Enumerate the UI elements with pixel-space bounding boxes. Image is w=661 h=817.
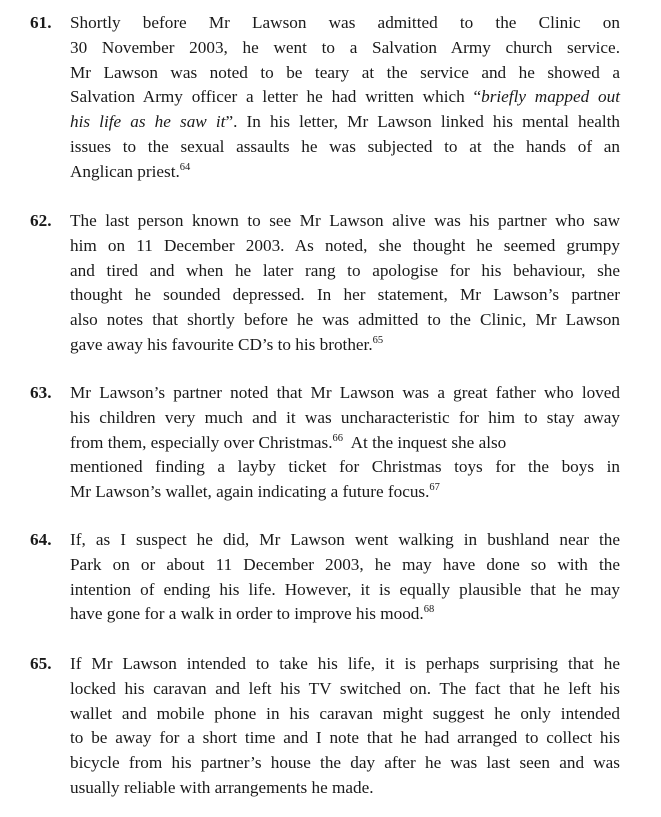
paragraph-body [70,528,620,627]
paragraph-number: 61. [30,13,52,32]
text-line: Park on or about 11 December 2003, he may have done so with the [70,554,620,574]
footnote-ref[interactable]: 68 [423,604,435,616]
text-line: Anglican priest.$^{64}$ [70,161,191,181]
text-line: Salvation Army officer a letter he had written which “briefly mapped out [70,87,620,107]
text-line: Shortly before Mr Lawson was admitted to the Clinic on [70,13,620,32]
paragraph-body [70,381,620,505]
quoted-italic-text: his life as he saw it [70,112,226,132]
paragraph-64 [30,528,620,627]
text-line: If, as I suspect he did, Mr Lawson went walking in bushland near the [70,530,620,549]
text-line: 30 November 2003, he went to a Salvation Army church service. [70,37,620,57]
text-line: bicycle from his partner’s house the day after he was last seen and was [70,753,620,773]
paragraph-number: 65. [30,654,52,673]
text-line: mentioned finding a layby ticket for Christmas toys for the boys in [70,457,620,477]
text-line: him on 11 December 2003. As noted, she thought he seemed grumpy [70,235,620,255]
text-line: Mr Lawson’s wallet, again indicating a future focus.$^{67}$ [70,482,440,502]
text-line: his children very much and it was uncharacteristic for him to stay away [70,407,620,427]
text-line: and tired and when he later rang to apologise for his behaviour, she [70,260,620,280]
text-line: thought he sounded depressed. In her statement, Mr Lawson’s partner [70,285,620,305]
text-line: also notes that shortly before he was admitted to the Clinic, Mr Lawson [70,310,620,330]
text-line: The last person known to see Mr Lawson alive was his partner who saw [70,211,620,230]
text-line: gave away his favourite CD’s to his brother.$^{65}$ [70,334,384,354]
text-line: to be away for a short time and I note that he had arranged to collect his [70,728,620,748]
text-line: his life as he saw it”. In his letter, Mr Lawson linked his mental health [70,112,620,132]
text-line: Mr Lawson’s partner noted that Mr Lawson was a great father who loved [70,383,620,402]
paragraph-61 [30,11,620,185]
paragraph-65 [30,652,620,801]
text-line: issues to the sexual assaults he was subjected to at the hands of an [70,136,620,156]
paragraph-body [70,11,620,185]
paragraph-62 [30,209,620,358]
paragraph-number: 62. [30,211,52,230]
text-line: Mr Lawson was noted to be teary at the service and he showed a [70,62,620,82]
text-line: wallet and mobile phone in his caravan might suggest he only intended [70,703,620,723]
paragraph-body [70,209,620,358]
paragraph-number: 63. [30,383,52,402]
footnote-ref[interactable]: 64 [179,161,191,173]
text-line: from them, especially over Christmas.$^{66}$ At the inquest she also [70,432,507,452]
footnote-ref[interactable]: 67 [429,482,440,494]
text-line: have gone for a walk in order to improve his mood.$^{68}$ [70,604,435,624]
paragraph-number: 64. [30,530,52,549]
footnote-ref[interactable]: 66 [332,432,344,444]
footnote-ref[interactable]: 65 [372,334,384,346]
quoted-italic-text: briefly mapped out [481,87,620,107]
text-line: locked his caravan and left his TV switched on. The fact that he left his [70,678,620,698]
text-line: usually reliable with arrangements he made. [70,777,374,797]
text-line: If Mr Lawson intended to take his life, it is perhaps surprising that he [70,654,620,673]
paragraph-body [70,652,620,801]
paragraph-63 [30,381,620,505]
text-line: intention of ending his life. However, it is equally plausible that he may [70,579,620,599]
